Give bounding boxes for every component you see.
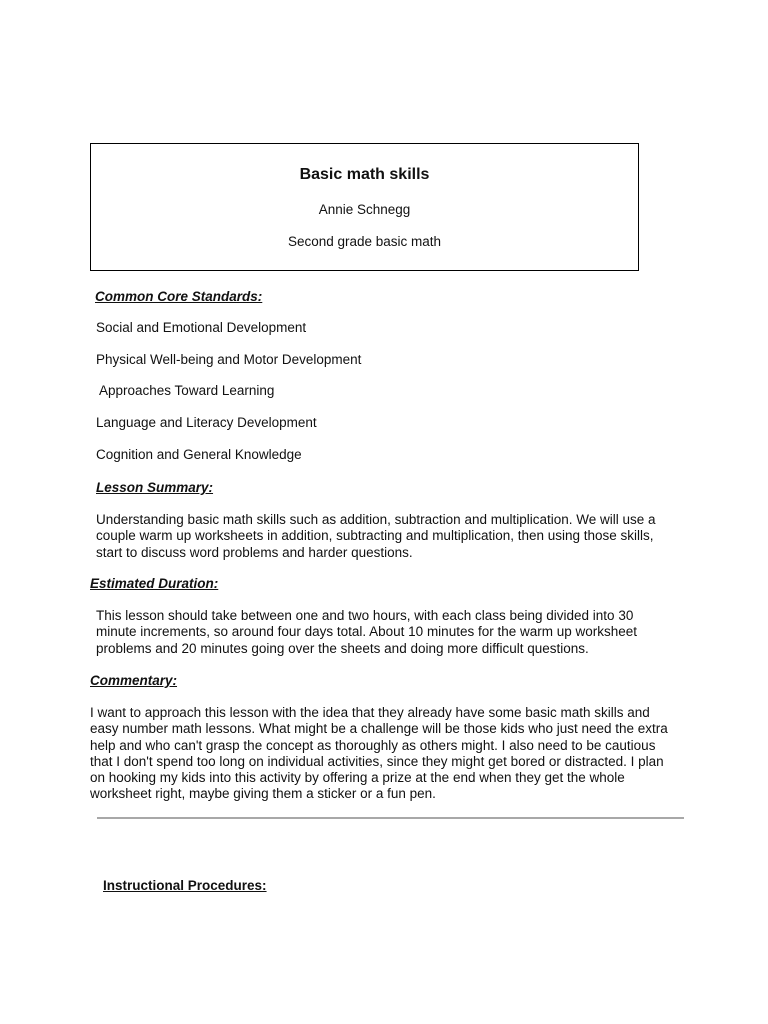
document-course: Second grade basic math (287, 234, 442, 249)
standard-item: Social and Emotional Development (96, 320, 307, 335)
commentary-heading: Commentary: (90, 673, 178, 688)
commentary-text: I want to approach this lesson with the idea that they already have some basic math skills and easy number math lessons. What might be a challenge will be those kids who just need the extra help and who can't grasp the concept as thoroughly as others might. I also need to be cautious that I don't spend too long on individual activities, since they might get bored or distracted. I plan on hooking my kids into this activity by offering a prize at the end when they get the whole worksheet right, maybe giving them a sticker or a fun pen. (90, 705, 668, 802)
section-divider (97, 817, 684, 819)
document-author: Annie Schnegg (318, 202, 411, 217)
standard-item: Physical Well-being and Motor Development (96, 352, 362, 367)
standard-item: Cognition and General Knowledge (96, 447, 302, 462)
standard-item: Language and Literacy Development (96, 415, 317, 430)
title-box (90, 143, 639, 271)
duration-heading: Estimated Duration: (90, 576, 219, 591)
summary-text: Understanding basic math skills such as addition, subtraction and multiplication. We will use a couple warm up worksheets in addition, subtracting and multiplication, then using those skills, start to discuss word problems and harder questions. (96, 512, 656, 560)
standard-item: Approaches Toward Learning (96, 383, 275, 398)
document-title: Basic math skills (299, 166, 430, 183)
standards-heading: Common Core Standards: (95, 289, 263, 304)
procedures-heading: Instructional Procedures: (103, 878, 267, 893)
summary-heading: Lesson Summary: (96, 480, 214, 495)
duration-text: This lesson should take between one and two hours, with each class being divided into 30 minute increments, so around four days total. About 10 minutes for the warm up worksheet problems and 20 minutes going over the sheets and doing more difficult questions. (96, 608, 638, 656)
